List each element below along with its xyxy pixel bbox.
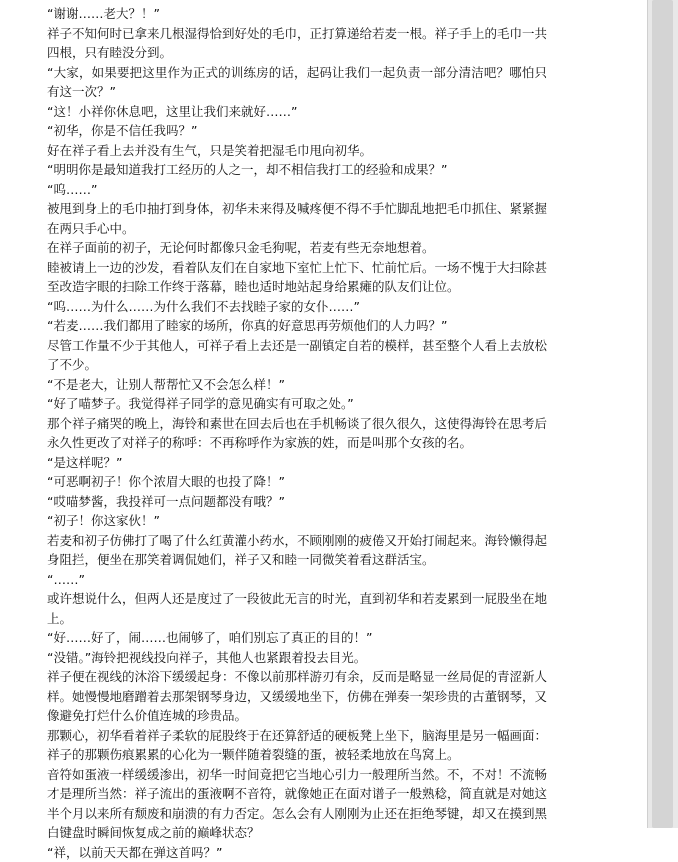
paragraph: 睦被请上一边的沙发，看着队友们在自家地下室忙上忙下、忙前忙后。一场不愧于大扫除甚至改造字眼的扫除工作终于落幕，睦也适时地站起身给累瘫的队友们让位。 bbox=[47, 258, 547, 297]
paragraph: “好……好了，闹……也闹够了，咱们别忘了真正的目的！” bbox=[47, 628, 547, 648]
paragraph: “初华，你是不信任我吗？” bbox=[47, 121, 547, 141]
paragraph: “呜……” bbox=[47, 180, 547, 200]
paragraph: “这！小祥你休息吧，这里让我们来就好……” bbox=[47, 102, 547, 122]
paragraph: “大家，如果要把这里作为正式的训练房的话，起码让我们一起负责一部分清洁吧？哪怕只有这一次？” bbox=[47, 63, 547, 102]
paragraph: “……” bbox=[47, 570, 547, 590]
paragraph: “不是老大，让别人帮帮忙又不会怎么样！” bbox=[47, 375, 547, 395]
paragraph: “明明你是最知道我打工经历的人之一，却不相信我打工的经验和成果？” bbox=[47, 160, 547, 180]
paragraph: “哎喵梦酱，我投祥可一点问题都没有哦？” bbox=[47, 492, 547, 512]
scrollbar-thumb[interactable] bbox=[652, 0, 673, 828]
paragraph: 被甩到身上的毛巾抽打到身体，初华未来得及喊疼便不得不手忙脚乱地把毛巾抓住、紧紧握在两只手心中。 bbox=[47, 199, 547, 238]
paragraph: “没错。”海铃把视线投向祥子，其他人也紧跟着投去目光。 bbox=[47, 648, 547, 668]
paragraph: “好了喵梦子。我觉得祥子同学的意见确实有可取之处。” bbox=[47, 394, 547, 414]
document-body bbox=[47, 4, 547, 862]
paragraph: 那个祥子痛哭的晚上，海铃和素世在回去后也在手机畅谈了很久很久，这使得海铃在思考后永久性更改了对祥子的称呼：不再称呼作为家族的姓，而是叫那个女孩的名。 bbox=[47, 414, 547, 453]
paragraph: “谢谢……老大？！” bbox=[47, 4, 547, 24]
paragraph: 或许想说什么，但两人还是度过了一段彼此无言的时光，直到初华和若麦累到一屁股坐在地上。 bbox=[47, 589, 547, 628]
paragraph: 祥子便在视线的沐浴下缓缓起身：不像以前那样游刃有余，反而是略显一丝局促的青涩新人样。她慢慢地磨蹭着去那架钢琴身边，又缓缓地坐下，仿佛在弹奏一架珍贵的古董钢琴，又像避免打烂什么价值连城的珍贵品。 bbox=[47, 667, 547, 726]
paragraph: 祥子不知何时已拿来几根湿得恰到好处的毛巾，正打算递给若麦一根。祥子手上的毛巾一共四根，只有睦没分到。 bbox=[47, 24, 547, 63]
paragraph: 在祥子面前的初子，无论何时都像只金毛狗呢，若麦有些无奈地想着。 bbox=[47, 238, 547, 258]
paragraph: “可恶啊初子！你个浓眉大眼的也投了降！” bbox=[47, 472, 547, 492]
vertical-scrollbar[interactable] bbox=[647, 0, 678, 828]
paragraph: 那颗心，初华看着祥子柔软的屁股终于在还算舒适的硬板凳上坐下，脑海里是另一幅画面：祥子的那颗伤痕累累的心化为一颗伴随着裂缝的蛋，被轻柔地放在鸟窝上。 bbox=[47, 726, 547, 765]
paragraph: 音符如蛋液一样缓缓渗出，初华一时间竟把它当地心引力一般理所当然。不，不对！不流畅才是理所当然：祥子流出的蛋液啊不音符，就像她正在面对谱子一般熟稔，简直就是对她这半个月以来所有颓废和崩溃的有力否定。怎么会有人刚刚为止还在拒绝琴键，却又在摸到黑白键盘时瞬间恢复成之前的巅峰状态？ bbox=[47, 765, 547, 843]
paragraph: “祥，以前天天都在弹这首吗？” bbox=[47, 843, 547, 862]
paragraph: 好在祥子看上去并没有生气，只是笑着把湿毛巾甩向初华。 bbox=[47, 141, 547, 161]
paragraph: “若麦……我们都用了睦家的场所，你真的好意思再劳烦他们的人力吗？” bbox=[47, 316, 547, 336]
paragraph: “初子！你这家伙！” bbox=[47, 511, 547, 531]
paragraph: 若麦和初子仿佛打了喝了什么红黄灌小药水，不顾刚刚的疲倦又开始打闹起来。海铃懒得起身阻拦，便坐在那笑着调侃她们，祥子又和睦一同微笑着看这群活宝。 bbox=[47, 531, 547, 570]
paragraph: “呜……为什么……为什么我们不去找睦子家的女仆……” bbox=[47, 297, 547, 317]
paragraph: “是这样呢？” bbox=[47, 453, 547, 473]
paragraph: 尽管工作量不少于其他人，可祥子看上去还是一副镇定自若的模样，甚至整个人看上去放松了不少。 bbox=[47, 336, 547, 375]
